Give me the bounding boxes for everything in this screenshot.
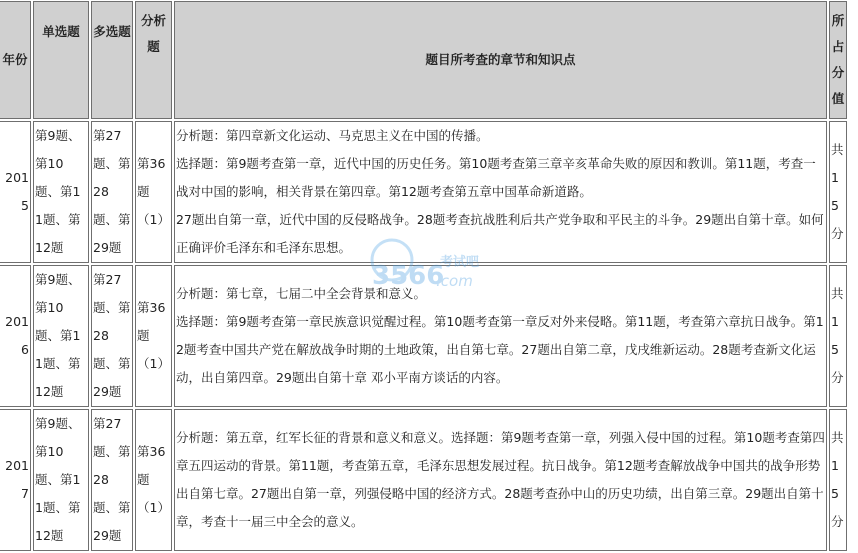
watermark-number: 3566 [372, 261, 445, 291]
topics-cell [174, 409, 827, 551]
topics-line: 分析题：第七章，七届二中全会背景和意义。 [175, 286, 426, 301]
single-choice-cell: 第9题、第10题、第11题、第12题 [33, 265, 89, 407]
single-choice-cell: 第9题、第10题、第11题、第12题 [33, 409, 89, 551]
header-row [0, 1, 847, 119]
header-multiple-choice: 多选题 [91, 1, 133, 119]
header-single-choice: 单选题 [33, 1, 89, 119]
table-row [0, 409, 847, 551]
score-cell: 共15分 [829, 265, 847, 407]
multiple-choice-cell: 第27题、第28题、第29题 [91, 121, 133, 263]
watermark-text: 考试吧 [440, 255, 480, 270]
header-topics: 题目所考查的章节和知识点 [174, 1, 827, 119]
analysis-cell: 第36题（1） [135, 265, 172, 407]
score-cell: 共15分 [829, 409, 847, 551]
year-cell: 2016 [0, 265, 31, 407]
score-cell: 共15分 [829, 121, 847, 263]
table-row [0, 121, 847, 263]
topics-cell [174, 121, 827, 263]
header-score: 所占分值 [829, 1, 847, 119]
topics-cell [174, 265, 827, 407]
topics-line: 分析题：第五章，红军长征的背景和意义和意义。选择题：第9题考查第一章，列强入侵中国的过程。第10题考查第四章五四运动的背景。第11题，考查第五章，毛泽东思想发展过程。抗日战争。第12题考查解放战争中国共的战争形势出自第七章。27题出自第一章，列强侵略中国的经济方式。28题考查孙中山的历史功绩，出自第三章。29题出自第十章，考查十一届三中全会的意义。 [175, 430, 825, 529]
single-choice-cell: 第9题、第10题、第11题、第12题 [33, 121, 89, 263]
topics-line: 分析题：第四章新文化运动、马克思主义在中国的传播。 [175, 128, 489, 143]
header-year: 年份 [0, 1, 31, 119]
topics-line: 选择题：第9题考查第一章民族意识觉醒过程。第10题考查第一章反对外来侵略。第11题，考查第六章抗日战争。第12题考查中国共产党在解放战争时期的土地政策，出自第七章。27题出自第二章，戊戌维新运动。28题考查新文化运动，出自第四章。29题出自第十章 邓小平南方谈话的内容。 [175, 314, 824, 385]
multiple-choice-cell: 第27题、第28题、第29题 [91, 409, 133, 551]
watermark-domain: .com [436, 272, 473, 290]
table-row [0, 265, 847, 407]
analysis-cell: 第36题（1） [135, 121, 172, 263]
analysis-cell: 第36题（1） [135, 409, 172, 551]
topics-line: 选择题：第9题考查第一章，近代中国的历史任务。第10题考查第三章辛亥革命失败的原因和教训。第11题，考查一战对中国的影响，相关背景在第四章。第12题考查第五章中国革命新道路。 [175, 156, 816, 199]
year-cell: 2015 [0, 121, 31, 263]
topics-line: 27题出自第一章，近代中国的反侵略战争。28题考查抗战胜利后共产党争取和平民主的斗争。29题出自第十章。如何正确评价毛泽东和毛泽东思想。 [175, 212, 824, 255]
multiple-choice-cell: 第27题、第28题、第29题 [91, 265, 133, 407]
year-cell: 2017 [0, 409, 31, 551]
header-analysis: 分析题 [135, 1, 172, 119]
